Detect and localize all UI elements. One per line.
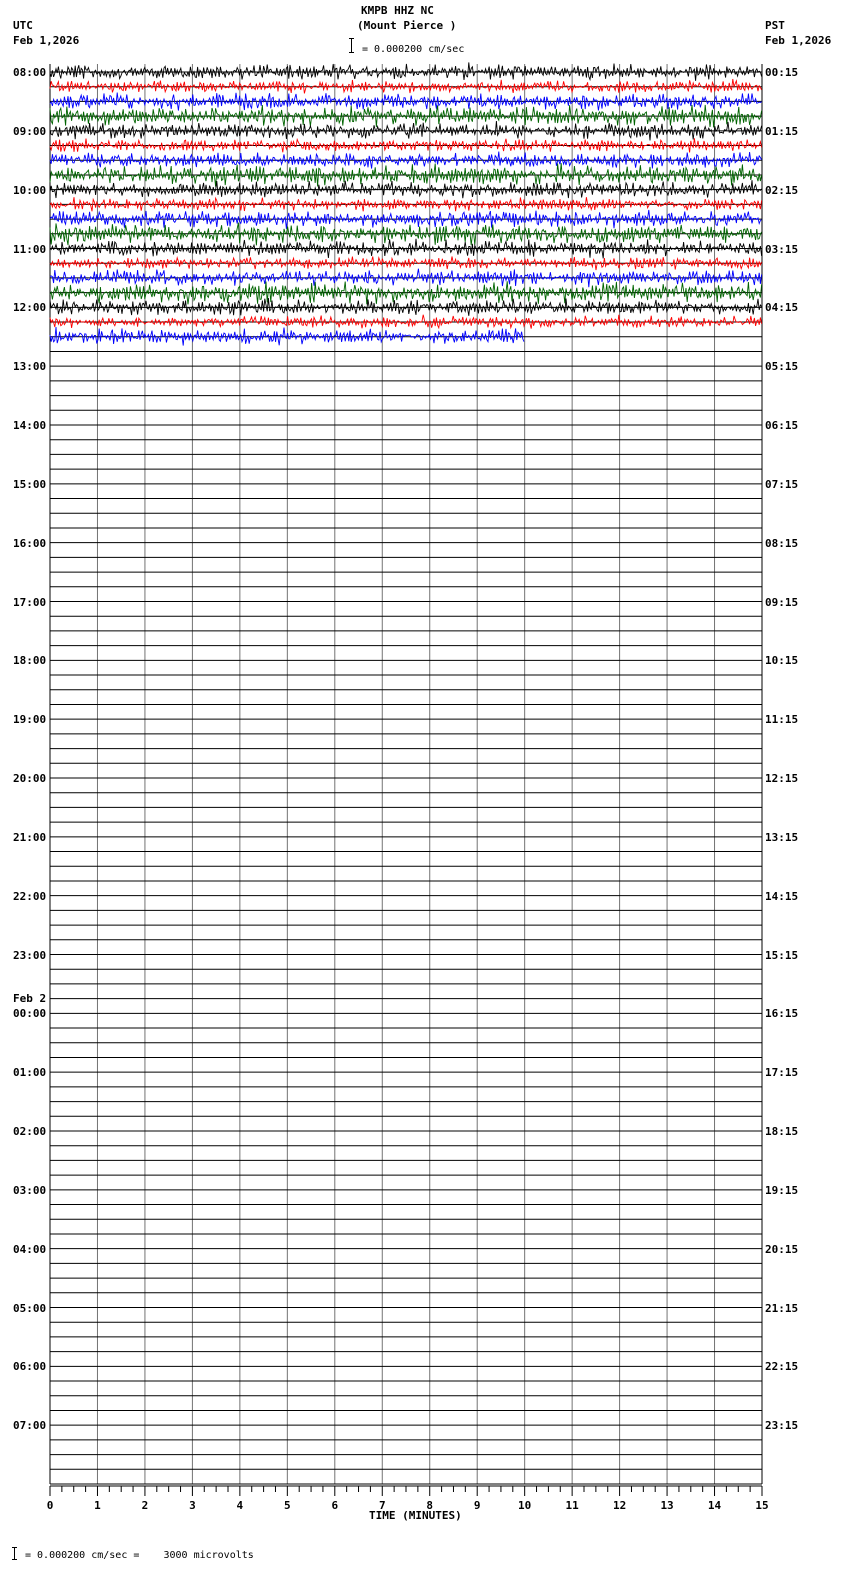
scale-bar-cap-top [349, 38, 354, 39]
pst-hour-label: 04:15 [765, 301, 799, 315]
date-change-label: Feb 2 [13, 992, 47, 1006]
utc-hour-label: 15:00 [13, 477, 47, 491]
footer-scale-cap-top [12, 1547, 17, 1548]
right-date: Feb 1,2026 [765, 34, 832, 47]
left-timezone: UTC [13, 19, 33, 32]
x-tick-label: 7 [378, 1499, 386, 1512]
station-location: (Mount Pierce ) [357, 19, 457, 32]
pst-hour-label: 08:15 [765, 536, 799, 550]
pst-hour-label: 18:15 [765, 1125, 799, 1138]
pst-hour-label: 07:15 [765, 477, 799, 491]
right-timezone: PST [765, 19, 785, 32]
utc-hour-label: 14:00 [13, 419, 47, 432]
pst-hour-label: 13:15 [765, 830, 799, 844]
scale-label: = 0.000200 cm/sec [362, 44, 465, 55]
utc-hour-label: 08:00 [13, 66, 47, 79]
pst-hour-label: 03:15 [765, 242, 799, 256]
utc-hour-label: 07:00 [13, 1419, 47, 1433]
pst-hour-label: 23:15 [765, 1419, 799, 1433]
x-tick-label: 10 [518, 1499, 532, 1512]
utc-hour-label: 17:00 [13, 595, 47, 609]
utc-hour-label: 11:00 [13, 242, 47, 256]
utc-hour-label: 20:00 [13, 772, 47, 785]
x-tick-label: 15 [755, 1499, 769, 1512]
pst-hour-label: 22:15 [765, 1360, 799, 1374]
pst-hour-label: 09:15 [765, 595, 799, 609]
utc-hour-label: 16:00 [13, 536, 47, 550]
x-tick-label: 1 [94, 1499, 101, 1512]
utc-hour-label: 21:00 [13, 830, 47, 844]
pst-hour-label: 15:15 [765, 948, 799, 962]
utc-hour-label: 10:00 [13, 183, 47, 197]
scale-bar-icon [351, 38, 352, 53]
pst-hour-label: 00:15 [765, 66, 799, 79]
pst-hour-label: 14:15 [765, 889, 799, 903]
pst-hour-label: 06:15 [765, 419, 799, 432]
x-tick-label: 4 [236, 1499, 244, 1512]
seismic-trace [50, 79, 762, 93]
utc-hour-label: 23:00 [13, 948, 47, 962]
x-axis-label: TIME (MINUTES) [369, 1509, 462, 1522]
x-tick-label: 8 [426, 1499, 434, 1512]
pst-hour-label: 11:15 [765, 713, 799, 727]
utc-hour-label: 18:00 [13, 654, 47, 668]
x-tick-label: 2 [141, 1499, 149, 1512]
x-tick-label: 6 [331, 1499, 339, 1512]
pst-hour-label: 02:15 [765, 183, 799, 197]
utc-hour-label: 13:00 [13, 360, 47, 374]
pst-hour-label: 01:15 [765, 124, 799, 138]
x-tick-label: 11 [565, 1499, 579, 1512]
x-tick-label: 9 [473, 1499, 481, 1512]
pst-hour-label: 19:15 [765, 1183, 799, 1197]
x-tick-label: 12 [612, 1499, 627, 1512]
utc-hour-label: 06:00 [13, 1360, 47, 1374]
left-date: Feb 1,2026 [13, 34, 80, 47]
utc-hour-label: 05:00 [13, 1301, 47, 1315]
footer-scale-text: = 0.000200 cm/sec = 3000 microvolts [25, 1550, 254, 1561]
station-title: KMPB HHZ NC [361, 4, 434, 17]
scale-bar-cap-bottom [349, 52, 354, 53]
pst-hour-label: 16:15 [765, 1007, 799, 1021]
x-tick-label: 3 [189, 1499, 196, 1512]
pst-hour-label: 21:15 [765, 1301, 799, 1315]
utc-hour-label: 19:00 [13, 713, 47, 727]
utc-hour-label: 00:00 [13, 1007, 47, 1021]
x-tick-label: 13 [660, 1499, 674, 1512]
footer-scale-cap-bottom [12, 1559, 17, 1560]
pst-hour-label: 05:15 [765, 360, 799, 374]
utc-hour-label: 22:00 [13, 889, 47, 903]
x-tick-label: 0 [46, 1499, 54, 1512]
x-tick-label: 5 [284, 1499, 291, 1512]
utc-hour-label: 02:00 [13, 1125, 47, 1138]
pst-hour-label: 17:15 [765, 1066, 799, 1080]
utc-hour-label: 04:00 [13, 1242, 47, 1256]
pst-hour-label: 10:15 [765, 654, 799, 668]
utc-hour-label: 09:00 [13, 124, 47, 138]
utc-hour-label: 01:00 [13, 1066, 47, 1080]
utc-hour-label: 03:00 [13, 1183, 47, 1197]
x-tick-label: 14 [707, 1499, 722, 1512]
pst-hour-label: 12:15 [765, 772, 799, 785]
utc-hour-label: 12:00 [13, 301, 47, 315]
pst-hour-label: 20:15 [765, 1242, 799, 1256]
